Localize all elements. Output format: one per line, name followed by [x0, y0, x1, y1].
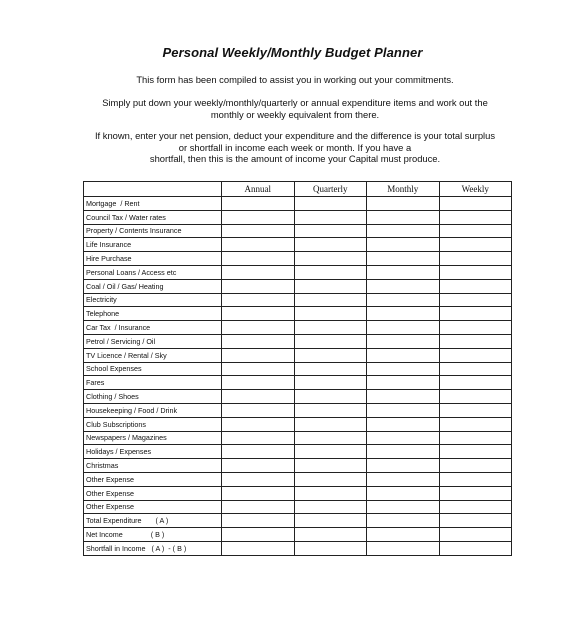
- intro-line: Simply put down your weekly/monthly/quarterly or annual expenditure items and work out the: [102, 97, 488, 108]
- budget-table-body: [84, 197, 512, 556]
- weekly-amount-cell[interactable]: [439, 293, 512, 307]
- intro-paragraph-2: [60, 97, 530, 120]
- row-label: Hire Purchase: [84, 252, 222, 266]
- quarterly-amount-cell[interactable]: [294, 210, 367, 224]
- monthly-amount-cell[interactable]: [367, 224, 440, 238]
- quarterly-amount-cell[interactable]: [294, 238, 367, 252]
- quarterly-amount-cell[interactable]: [294, 514, 367, 528]
- monthly-amount-cell[interactable]: [367, 307, 440, 321]
- annual-amount-cell[interactable]: [222, 390, 295, 404]
- quarterly-amount-cell[interactable]: [294, 500, 367, 514]
- annual-amount-cell[interactable]: [222, 265, 295, 279]
- monthly-amount-cell[interactable]: [367, 238, 440, 252]
- monthly-amount-cell[interactable]: [367, 472, 440, 486]
- monthly-amount-cell[interactable]: [367, 348, 440, 362]
- table-row: [84, 348, 512, 362]
- table-row: [84, 417, 512, 431]
- weekly-amount-cell[interactable]: [439, 500, 512, 514]
- table-row: [84, 528, 512, 542]
- table-row: [84, 252, 512, 266]
- table-row: [84, 265, 512, 279]
- monthly-amount-cell[interactable]: [367, 417, 440, 431]
- annual-amount-cell[interactable]: [222, 293, 295, 307]
- monthly-amount-cell[interactable]: [367, 293, 440, 307]
- monthly-amount-cell[interactable]: [367, 403, 440, 417]
- row-label: Petrol / Servicing / Oil: [84, 334, 222, 348]
- monthly-amount-cell[interactable]: [367, 279, 440, 293]
- weekly-amount-cell[interactable]: [439, 445, 512, 459]
- quarterly-amount-cell[interactable]: [294, 307, 367, 321]
- quarterly-amount-cell[interactable]: [294, 334, 367, 348]
- weekly-amount-cell[interactable]: [439, 431, 512, 445]
- row-label: Total Expenditure ( A ): [84, 514, 222, 528]
- budget-table: [83, 181, 512, 556]
- row-label: School Expenses: [84, 362, 222, 376]
- annual-amount-cell[interactable]: [222, 252, 295, 266]
- row-label: Property / Contents Insurance: [84, 224, 222, 238]
- table-row: [84, 238, 512, 252]
- table-row: [84, 390, 512, 404]
- intro-line: monthly or weekly equivalent from there.: [210, 108, 380, 120]
- monthly-amount-cell[interactable]: [367, 197, 440, 211]
- quarterly-amount-cell[interactable]: [294, 445, 367, 459]
- table-row: [84, 445, 512, 459]
- intro-paragraph-3: [60, 130, 530, 165]
- quarterly-amount-cell[interactable]: [294, 417, 367, 431]
- column-header-weekly: Weekly: [439, 182, 512, 197]
- row-label: Other Expense: [84, 500, 222, 514]
- quarterly-amount-cell[interactable]: [294, 265, 367, 279]
- row-label: Car Tax / Insurance: [84, 321, 222, 335]
- annual-amount-cell[interactable]: [222, 376, 295, 390]
- row-label: Council Tax / Water rates: [84, 210, 222, 224]
- row-label: Life Insurance: [84, 238, 222, 252]
- row-label: Coal / Oil / Gas/ Heating: [84, 279, 222, 293]
- row-label: Clothing / Shoes: [84, 390, 222, 404]
- annual-amount-cell[interactable]: [222, 307, 295, 321]
- monthly-amount-cell[interactable]: [367, 390, 440, 404]
- intro-line: If known, enter your net pension, deduct your expenditure and the difference is your total surplus: [94, 130, 496, 141]
- monthly-amount-cell[interactable]: [367, 252, 440, 266]
- weekly-amount-cell[interactable]: [439, 541, 512, 555]
- annual-amount-cell[interactable]: [222, 210, 295, 224]
- table-row: [84, 293, 512, 307]
- row-label: TV Licence / Rental / Sky: [84, 348, 222, 362]
- weekly-amount-cell[interactable]: [439, 348, 512, 362]
- monthly-amount-cell[interactable]: [367, 459, 440, 473]
- table-row: [84, 459, 512, 473]
- monthly-amount-cell[interactable]: [367, 362, 440, 376]
- monthly-amount-cell[interactable]: [367, 265, 440, 279]
- monthly-amount-cell[interactable]: [367, 376, 440, 390]
- quarterly-amount-cell[interactable]: [294, 376, 367, 390]
- monthly-amount-cell[interactable]: [367, 514, 440, 528]
- monthly-amount-cell[interactable]: [367, 431, 440, 445]
- weekly-amount-cell[interactable]: [439, 403, 512, 417]
- weekly-amount-cell[interactable]: [439, 307, 512, 321]
- annual-amount-cell[interactable]: [222, 197, 295, 211]
- monthly-amount-cell[interactable]: [367, 334, 440, 348]
- weekly-amount-cell[interactable]: [439, 321, 512, 335]
- annual-amount-cell[interactable]: [222, 486, 295, 500]
- annual-amount-cell[interactable]: [222, 500, 295, 514]
- quarterly-amount-cell[interactable]: [294, 348, 367, 362]
- weekly-amount-cell[interactable]: [439, 265, 512, 279]
- row-label: Newspapers / Magazines: [84, 431, 222, 445]
- quarterly-amount-cell[interactable]: [294, 472, 367, 486]
- table-header-row: [84, 182, 512, 197]
- page-title: Personal Weekly/Monthly Budget Planner: [162, 45, 423, 60]
- weekly-amount-cell[interactable]: [439, 376, 512, 390]
- weekly-amount-cell[interactable]: [439, 472, 512, 486]
- annual-amount-cell[interactable]: [222, 445, 295, 459]
- weekly-amount-cell[interactable]: [439, 197, 512, 211]
- intro-paragraph-1: [60, 74, 530, 86]
- table-row: [84, 541, 512, 555]
- weekly-amount-cell[interactable]: [439, 279, 512, 293]
- table-row: [84, 334, 512, 348]
- table-row: [84, 472, 512, 486]
- row-label: Fares: [84, 376, 222, 390]
- quarterly-amount-cell[interactable]: [294, 541, 367, 555]
- annual-amount-cell[interactable]: [222, 528, 295, 542]
- quarterly-amount-cell[interactable]: [294, 528, 367, 542]
- row-label: Electricity: [84, 293, 222, 307]
- annual-amount-cell[interactable]: [222, 541, 295, 555]
- table-row: [84, 210, 512, 224]
- intro-line: This form has been compiled to assist you in working out your commitments.: [136, 74, 454, 85]
- column-header-annual: Annual: [222, 182, 295, 197]
- row-label: Other Expense: [84, 486, 222, 500]
- annual-amount-cell[interactable]: [222, 238, 295, 252]
- quarterly-amount-cell[interactable]: [294, 431, 367, 445]
- row-label: Christmas: [84, 459, 222, 473]
- weekly-amount-cell[interactable]: [439, 486, 512, 500]
- table-row: [84, 307, 512, 321]
- monthly-amount-cell[interactable]: [367, 486, 440, 500]
- monthly-amount-cell[interactable]: [367, 541, 440, 555]
- weekly-amount-cell[interactable]: [439, 459, 512, 473]
- quarterly-amount-cell[interactable]: [294, 390, 367, 404]
- monthly-amount-cell[interactable]: [367, 210, 440, 224]
- table-row: [84, 514, 512, 528]
- annual-amount-cell[interactable]: [222, 224, 295, 238]
- table-row: [84, 486, 512, 500]
- column-header-quarterly: Quarterly: [294, 182, 367, 197]
- annual-amount-cell[interactable]: [222, 403, 295, 417]
- row-label: Shortfall in Income ( A ) - ( B ): [84, 541, 222, 555]
- row-label: Housekeeping / Food / Drink: [84, 403, 222, 417]
- quarterly-amount-cell[interactable]: [294, 321, 367, 335]
- quarterly-amount-cell[interactable]: [294, 293, 367, 307]
- monthly-amount-cell[interactable]: [367, 528, 440, 542]
- quarterly-amount-cell[interactable]: [294, 252, 367, 266]
- row-label: Telephone: [84, 307, 222, 321]
- weekly-amount-cell[interactable]: [439, 528, 512, 542]
- monthly-amount-cell[interactable]: [367, 500, 440, 514]
- table-row: [84, 376, 512, 390]
- annual-amount-cell[interactable]: [222, 417, 295, 431]
- quarterly-amount-cell[interactable]: [294, 279, 367, 293]
- quarterly-amount-cell[interactable]: [294, 486, 367, 500]
- table-row: [84, 500, 512, 514]
- quarterly-amount-cell[interactable]: [294, 362, 367, 376]
- table-row: [84, 279, 512, 293]
- column-header-monthly: Monthly: [367, 182, 440, 197]
- table-row: [84, 362, 512, 376]
- annual-amount-cell[interactable]: [222, 321, 295, 335]
- row-label: Holidays / Expenses: [84, 445, 222, 459]
- weekly-amount-cell[interactable]: [439, 362, 512, 376]
- weekly-amount-cell[interactable]: [439, 210, 512, 224]
- table-row: [84, 403, 512, 417]
- annual-amount-cell[interactable]: [222, 431, 295, 445]
- annual-amount-cell[interactable]: [222, 279, 295, 293]
- weekly-amount-cell[interactable]: [439, 334, 512, 348]
- row-label: Club Subscriptions: [84, 417, 222, 431]
- row-label: Net Income ( B ): [84, 528, 222, 542]
- monthly-amount-cell[interactable]: [367, 321, 440, 335]
- intro-line: shortfall, then this is the amount of income your Capital must produce.: [149, 153, 441, 164]
- row-label: Personal Loans / Access etc: [84, 265, 222, 279]
- intro-line: or shortfall in income each week or month. If you have a: [178, 141, 412, 153]
- annual-amount-cell[interactable]: [222, 472, 295, 486]
- column-header-item: [84, 182, 222, 197]
- row-label: Other Expense: [84, 472, 222, 486]
- annual-amount-cell[interactable]: [222, 362, 295, 376]
- annual-amount-cell[interactable]: [222, 348, 295, 362]
- weekly-amount-cell[interactable]: [439, 238, 512, 252]
- weekly-amount-cell[interactable]: [439, 224, 512, 238]
- annual-amount-cell[interactable]: [222, 334, 295, 348]
- quarterly-amount-cell[interactable]: [294, 403, 367, 417]
- annual-amount-cell[interactable]: [222, 514, 295, 528]
- monthly-amount-cell[interactable]: [367, 445, 440, 459]
- table-row: [84, 321, 512, 335]
- row-label: Mortgage / Rent: [84, 197, 222, 211]
- annual-amount-cell[interactable]: [222, 459, 295, 473]
- quarterly-amount-cell[interactable]: [294, 459, 367, 473]
- weekly-amount-cell[interactable]: [439, 417, 512, 431]
- weekly-amount-cell[interactable]: [439, 514, 512, 528]
- weekly-amount-cell[interactable]: [439, 390, 512, 404]
- quarterly-amount-cell[interactable]: [294, 197, 367, 211]
- table-row: [84, 197, 512, 211]
- table-row: [84, 224, 512, 238]
- quarterly-amount-cell[interactable]: [294, 224, 367, 238]
- table-row: [84, 431, 512, 445]
- weekly-amount-cell[interactable]: [439, 252, 512, 266]
